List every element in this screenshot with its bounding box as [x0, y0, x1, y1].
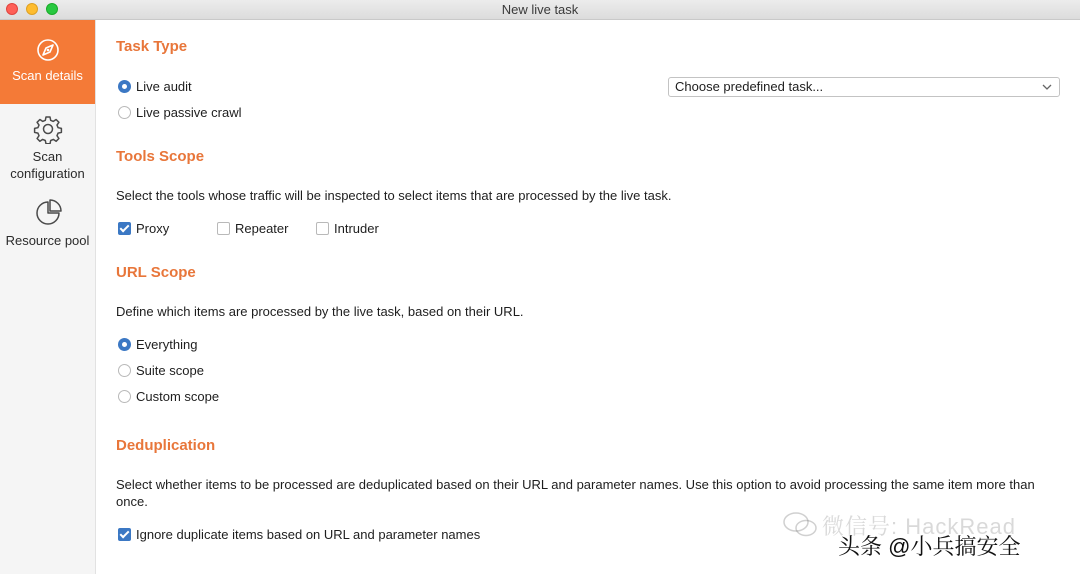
- deduplication-description: Select whether items to be processed are deduplicated based on their URL and parameter names. Use this option to avoid processing the same item more than once.: [116, 477, 1035, 509]
- checkbox-label: Intruder: [334, 221, 379, 236]
- sidebar-item-label: Scan configuration: [10, 149, 85, 181]
- radio-label: Live audit: [136, 79, 192, 94]
- radio-unselected[interactable]: [118, 364, 131, 377]
- deduplication-heading: Deduplication: [116, 437, 216, 454]
- sidebar-item-label: Scan details: [12, 68, 83, 83]
- tools-scope-description: Select the tools whose traffic will be inspected to select items that are processed by the live task.: [116, 188, 672, 203]
- live-passive-crawl-radio[interactable]: [118, 105, 242, 120]
- task-type-heading: Task Type: [116, 38, 188, 55]
- radio-selected[interactable]: [118, 338, 131, 351]
- chevron-down-icon: [1041, 81, 1053, 93]
- select-value: Choose predefined task...: [675, 79, 824, 94]
- radio-selected[interactable]: [118, 80, 131, 93]
- suite-scope-radio[interactable]: [118, 363, 204, 378]
- scan-details-panel: [96, 20, 1080, 574]
- checkbox-checked[interactable]: [118, 528, 131, 541]
- watermark-wechat-id: 微信号: HackRead: [822, 514, 1016, 539]
- checkbox-checked[interactable]: [118, 222, 131, 235]
- pie-chart-icon: [33, 198, 63, 228]
- gear-icon: [33, 114, 63, 144]
- checkbox-unchecked[interactable]: [217, 222, 230, 235]
- ignore-duplicates-checkbox[interactable]: [118, 527, 480, 542]
- compass-icon: [35, 37, 61, 63]
- url-scope-heading: URL Scope: [116, 264, 196, 281]
- url-scope-description: Define which items are processed by the live task, based on their URL.: [116, 304, 524, 319]
- sidebar-item-resource-pool[interactable]: [0, 198, 95, 249]
- window-title: New live task: [501, 2, 579, 17]
- radio-label: Custom scope: [136, 389, 220, 404]
- repeater-checkbox[interactable]: [217, 221, 288, 236]
- sidebar-item-scan-configuration[interactable]: [0, 114, 95, 182]
- checkbox-label: Ignore duplicate items based on URL and parameter names: [136, 527, 481, 542]
- predefined-task-select[interactable]: [668, 77, 1060, 97]
- radio-label: Live passive crawl: [136, 105, 242, 120]
- checkbox-label: Proxy: [136, 221, 170, 236]
- radio-label: Suite scope: [136, 363, 204, 378]
- everything-radio[interactable]: [118, 337, 197, 352]
- wechat-icon: [782, 510, 818, 540]
- radio-unselected[interactable]: [118, 390, 131, 403]
- checkbox-unchecked[interactable]: [316, 222, 329, 235]
- proxy-checkbox[interactable]: [118, 221, 169, 236]
- watermark-toutiao: 头条 @小兵搞安全: [838, 534, 1021, 559]
- radio-unselected[interactable]: [118, 106, 131, 119]
- title-bar: [0, 0, 1080, 20]
- live-audit-radio[interactable]: [118, 79, 192, 94]
- sidebar-item-label: Resource pool: [5, 233, 90, 248]
- tools-scope-heading: Tools Scope: [116, 148, 205, 165]
- sidebar-item-scan-details[interactable]: [0, 20, 95, 104]
- custom-scope-radio[interactable]: [118, 389, 219, 404]
- checkbox-label: Repeater: [235, 221, 289, 236]
- intruder-checkbox[interactable]: [316, 221, 379, 236]
- sidebar: [0, 20, 96, 574]
- radio-label: Everything: [136, 337, 198, 352]
